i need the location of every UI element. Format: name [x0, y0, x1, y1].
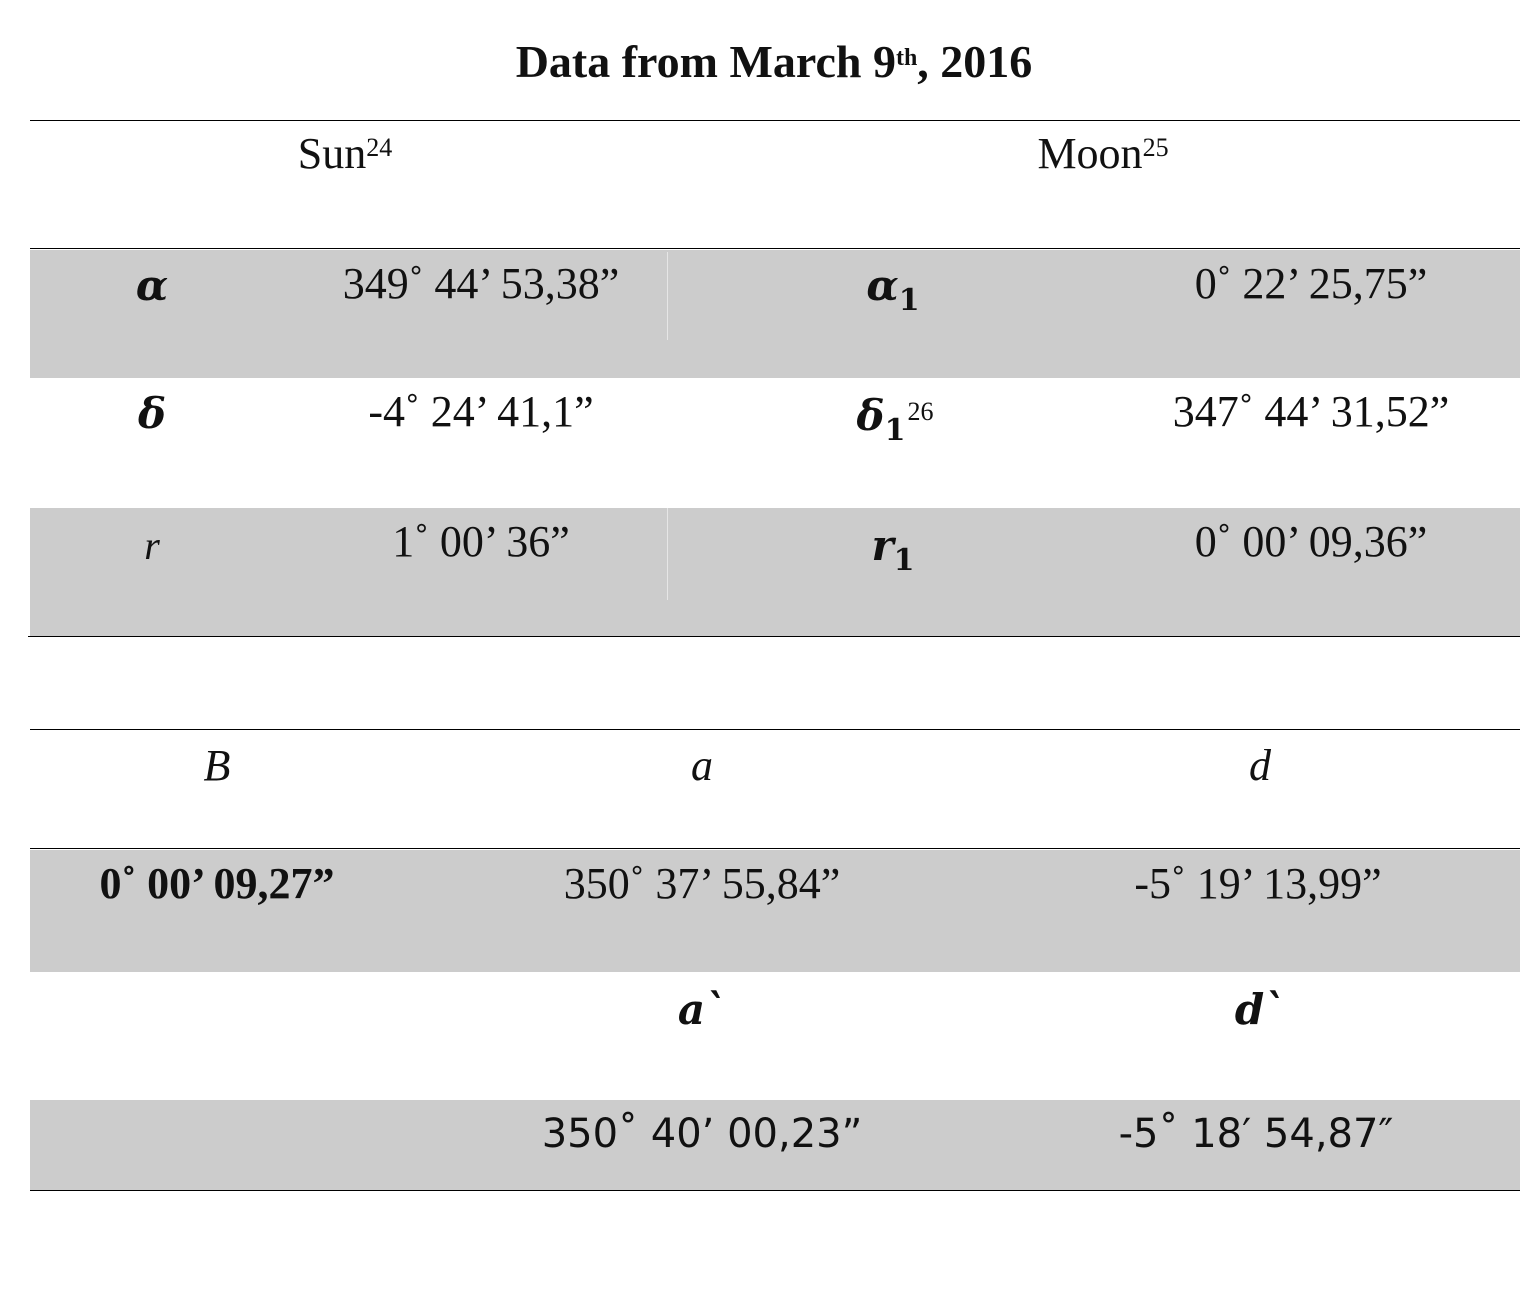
d-prime-header: d` — [1234, 985, 1286, 1034]
table-row-alpha-moon-symbol: $\alpha_1$ — [866, 261, 920, 318]
table-row-alpha-sun-symbol: α — [135, 261, 169, 310]
table-row-r-sun-value: 1˚ 00’ 36” — [392, 517, 570, 566]
d-value: -5˚ 19’ 13,99” — [1134, 859, 1382, 908]
table1-header-rule — [30, 248, 1520, 249]
sun-header-label: Sun — [297, 129, 367, 178]
a-value: 350˚ 37’ 55,84” — [563, 859, 841, 908]
table-row-r-sun-symbol: r — [144, 523, 160, 568]
title-superscript: th — [895, 45, 918, 71]
sun-header — [298, 126, 392, 182]
table1-row3-divider — [667, 508, 668, 600]
table-row-delta-moon-symbol: $\delta_1^{26}$ — [856, 391, 934, 448]
table2-top-rule — [30, 729, 1520, 730]
sun-footnote-ref: 24 — [366, 133, 393, 162]
table1-top-rule — [30, 120, 1520, 121]
title-tail: , 2016 — [917, 36, 1033, 87]
b-value: 0˚ 00’ 09,27” — [99, 859, 335, 908]
page-title — [0, 32, 1522, 92]
table-row-r-moon-value: 0˚ 00’ 09,36” — [1194, 517, 1428, 566]
moon-header — [1037, 126, 1168, 182]
moon-footnote-ref: 25 — [1142, 133, 1169, 162]
d-header: d — [1249, 741, 1271, 790]
table1-bottom-rule — [28, 636, 1520, 637]
table-row-delta-sun-value: -4˚ 24’ 41,1” — [368, 387, 594, 436]
table1-row1-divider — [667, 252, 668, 340]
moon-header-label: Moon — [1037, 129, 1143, 178]
table2-bottom-rule — [30, 1190, 1520, 1191]
table-row-alpha-moon-value: 0˚ 22’ 25,75” — [1194, 259, 1428, 308]
d-prime-value: -5˚ 18′ 54,87″ — [1118, 1111, 1394, 1157]
table-row-delta-sun-symbol: δ — [137, 389, 167, 438]
b-header: B — [203, 741, 231, 790]
a-prime-header: a` — [677, 985, 727, 1034]
title-text: Data from March 9 — [515, 36, 896, 87]
delta-footnote-ref: 26 — [907, 397, 934, 426]
table-row-alpha-sun-value: 349˚ 44’ 53,38” — [342, 259, 620, 308]
a-header: a — [691, 741, 713, 790]
a-prime-value: 350˚ 40’ 00,23” — [541, 1111, 863, 1157]
table2-header-rule — [30, 848, 1520, 849]
table-row-delta-moon-value: 347˚ 44’ 31,52” — [1172, 387, 1450, 436]
table-row-r-moon-symbol: $r_1$ — [871, 521, 915, 578]
